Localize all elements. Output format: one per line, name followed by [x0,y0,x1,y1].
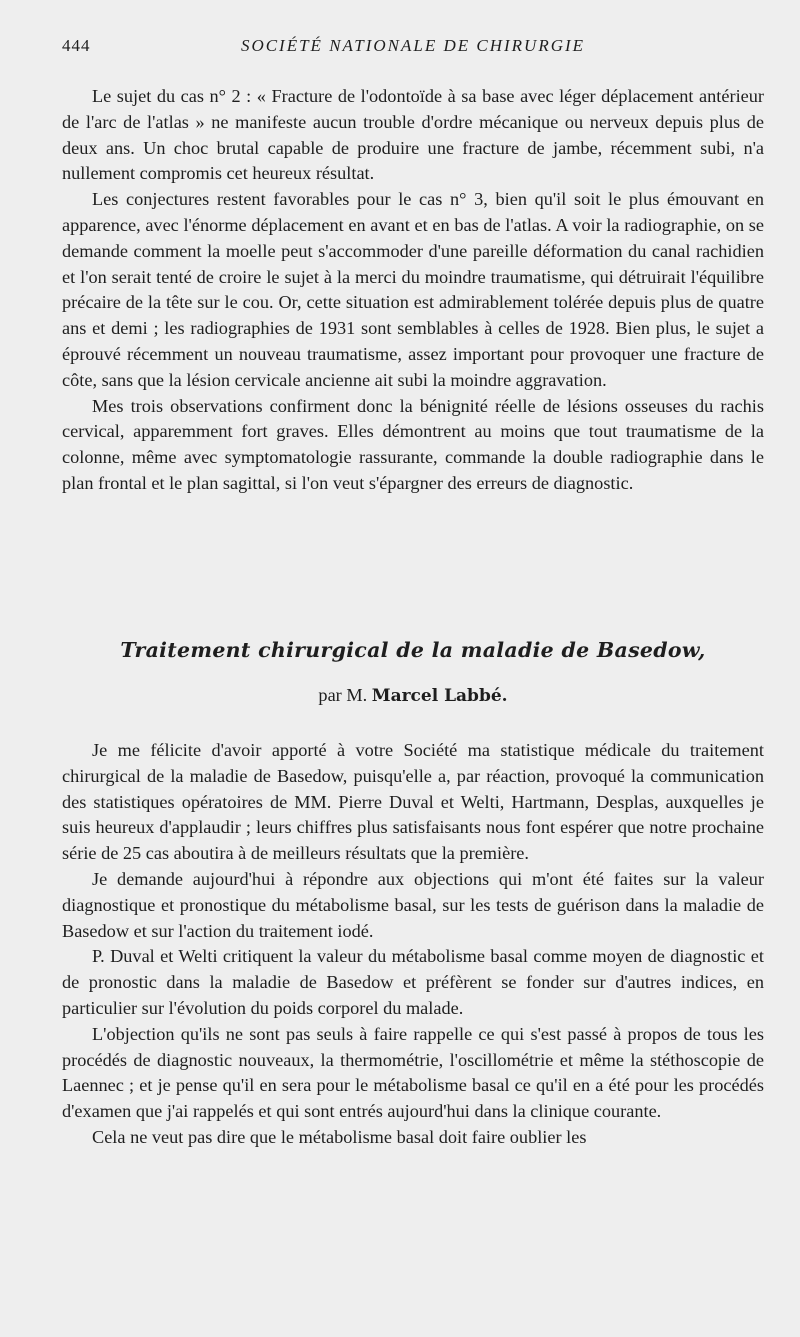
paragraph: Les conjectures restent favorables pour le cas n° 3, bien qu'il soit le plus émouvant en apparence, avec l'énorme déplacement en avant et en bas de l'atlas. A voir la radiographie, on se demande comment la moelle peut s'accommoder d'une pareille déformation du canal rachidien et l'on serait tenté de croire le sujet à la merci du moindre traumatisme, qui détruirait l'équilibre précaire de la tête sur le cou. Or, cette situation est admirablement tolérée depuis plus de quatre ans et demi ; les radiographies de 1931 sont semblables à celles de 1928. Bien plus, le sujet a éprouvé récemment un nouveau traumatisme, assez important pour provoquer une fracture de côte, sans que la lésion cervicale ancienne ait subi la moindre aggravation. [62,189,764,390]
previous-article-conclusion [62,84,764,497]
article-byline [62,685,764,706]
page-number: 444 [62,36,91,55]
paragraph: Je me félicite d'avoir apporté à votre Société ma statistique médicale du traitement chirurgical de la maladie de Basedow, puisqu'elle a, par réaction, provoqué la communication des statistiques opératoires de MM. Pierre Duval et Welti, Hartmann, Desplas, auxquelles je suis heureux d'applaudir ; leurs chiffres plus satisfaisants nous font espérer que notre prochaine série de 25 cas aboutira à de meilleurs résultats que la première. [62,740,764,864]
journal-title: SOCIÉTÉ NATIONALE DE CHIRURGIE [240,36,586,55]
byline-prefix: par M. [318,685,368,705]
paragraph: Cela ne veut pas dire que le métabolisme basal doit faire oublier les [92,1126,587,1147]
paragraph: Je demande aujourd'hui à répondre aux objections qui m'ont été faites sur la valeur diagnostique et pronostique du métabolisme basal, sur les tests de guérison dans la maladie de Basedow et sur l'action du traitement iodé. [62,868,764,941]
paragraph: L'objection qu'ils ne sont pas seuls à faire rappelle ce qui s'est passé à propos de tous les procédés de diagnostic nouveaux, la thermométrie, l'oscillométrie et même la stéthoscopie de Laennec ; et je pense qu'il en sera pour le métabolisme basal ce qu'il en a été pour les procédés d'examen que j'ai rappelés et qui sont entrés aujourd'hui dans la clinique courante. [62,1023,764,1122]
author-name: Marcel Labbé. [371,686,508,706]
running-header [62,36,764,60]
paragraph: P. Duval et Welti critiquent la valeur du métabolisme basal comme moyen de diagnostic et de pronostic dans la maladie de Basedow et préfèrent se fonder sur d'autres indices, en particulier sur l'évolution du poids corporel du malade. [62,946,764,1018]
article-title: Traitement chirurgical de la maladie de Basedow, [120,638,706,662]
paragraph: Mes trois observations confirment donc la bénignité réelle de lésions osseuses du rachis cervical, apparemment fort graves. Elles démontrent au moins que tout traumatisme de la colonne, même avec symptomatologie rassurante, commande la double radiographie dans le plan frontal et le plan sagittal, si l'on veut s'épargner des erreurs de diagnostic. [62,395,764,493]
article-body [62,738,764,1151]
paragraph: Le sujet du cas n° 2 : « Fracture de l'odontoïde à sa base avec léger déplacement antérieur de l'arc de l'atlas » ne manifeste aucun trouble d'ordre mécanique ou nerveux depuis plus de deux ans. Un choc brutal capable de produire une fracture de jambe, récemment subi, n'a nullement compromis cet heureux résultat. [62,86,764,184]
